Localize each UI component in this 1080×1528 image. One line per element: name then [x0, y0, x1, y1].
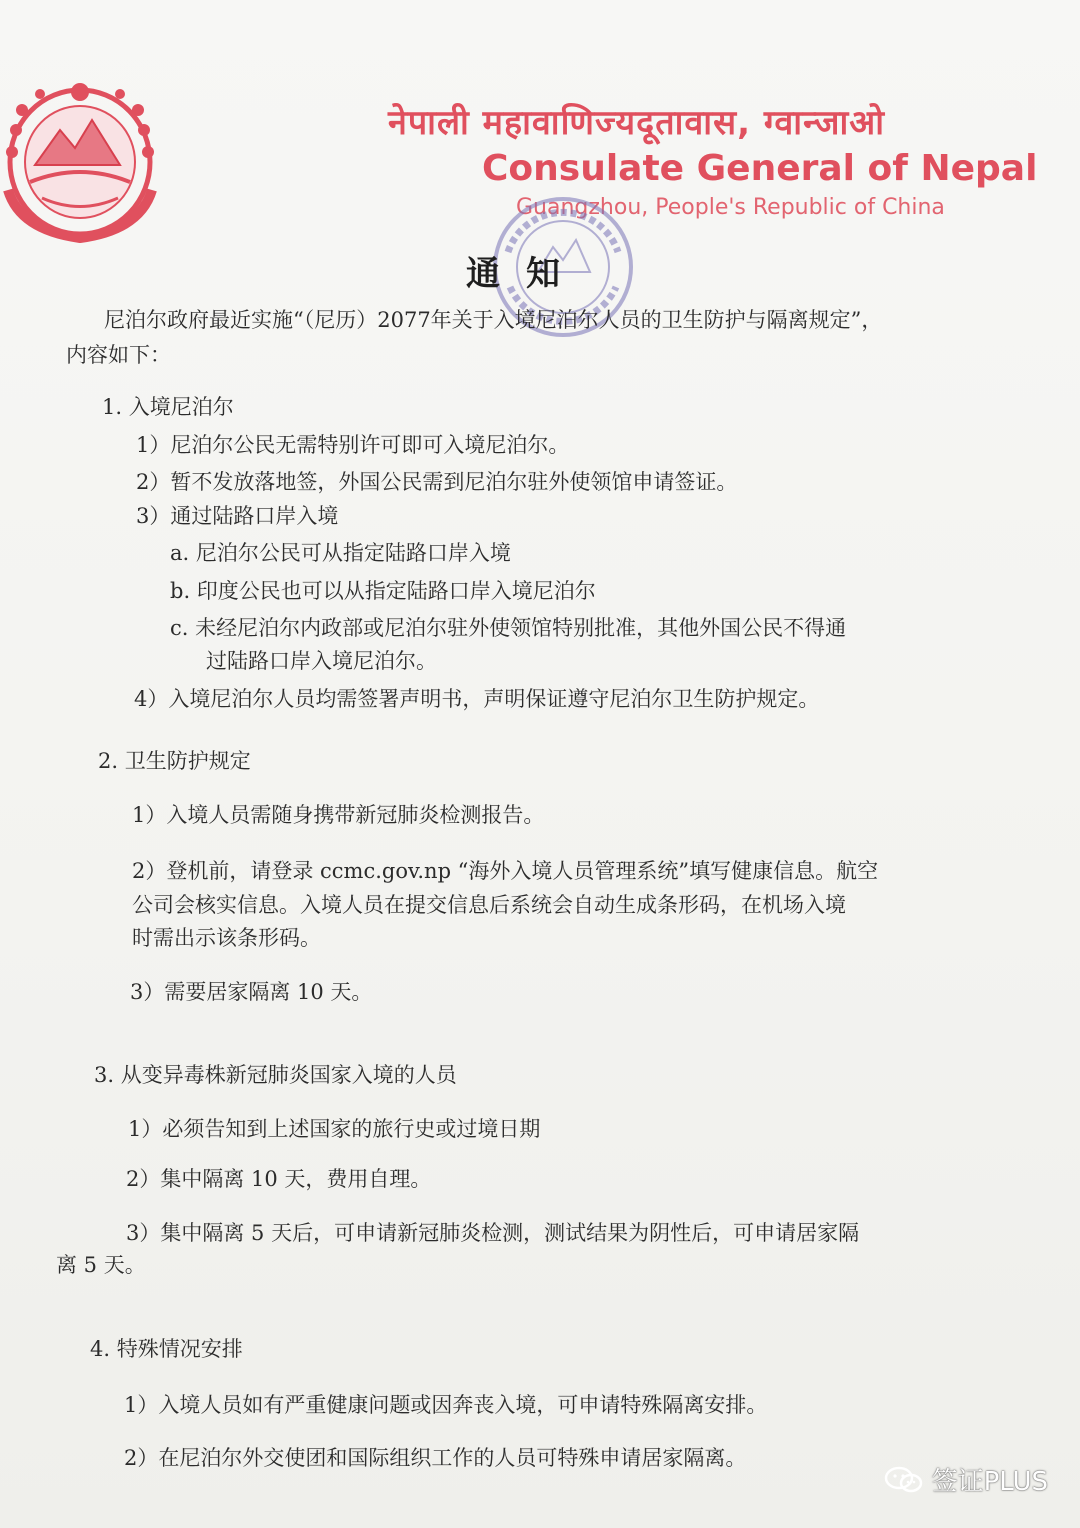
- list-item: 3）集中隔离 5 天后，可申请新冠肺炎检测，测试结果为阴性后，可申请居家隔: [126, 1221, 860, 1245]
- list-item: 2）集中隔离 10 天，费用自理。: [126, 1167, 432, 1191]
- list-item: 3）需要居家隔离 10 天。: [130, 980, 373, 1004]
- list-item: 公司会核实信息。入境人员在提交信息后系统会自动生成条形码，在机场入境: [132, 893, 846, 917]
- section-heading: 2. 卫生防护规定: [98, 749, 251, 773]
- intro-line: 内容如下：: [66, 343, 171, 367]
- list-item: a. 尼泊尔公民可从指定陆路口岸入境: [170, 541, 511, 565]
- list-item: 离 5 天。: [56, 1253, 146, 1277]
- list-item: b. 印度公民也可以从指定陆路口岸入境尼泊尔: [170, 579, 596, 603]
- list-item: 3）通过陆路口岸入境: [136, 504, 339, 528]
- section-heading: 3. 从变异毒株新冠肺炎国家入境的人员: [94, 1063, 457, 1087]
- watermark: [884, 1461, 1048, 1498]
- list-item: 2）登机前，请登录 ccmc.gov.np “海外入境人员管理系统”填写健康信息。航空: [132, 859, 879, 883]
- list-item: c. 未经尼泊尔内政部或尼泊尔驻外使领馆特别批准，其他外国公民不得通: [170, 616, 847, 640]
- section-heading: 4. 特殊情况安排: [90, 1337, 243, 1361]
- section-heading: 1. 入境尼泊尔: [102, 395, 234, 419]
- letterhead-location: Guangzhou, People's Republic of China: [516, 195, 945, 220]
- list-item: 1）必须告知到上述国家的旅行史或过境日期: [128, 1117, 541, 1141]
- watermark-text: 签证PLUS: [931, 1467, 1048, 1497]
- list-item: 2）在尼泊尔外交使团和国际组织工作的人员可特殊申请居家隔离。: [124, 1446, 747, 1470]
- list-item: 1）入境人员需随身携带新冠肺炎检测报告。: [132, 803, 545, 827]
- wechat-icon: [884, 1465, 924, 1495]
- nepal-emblem-icon: [0, 70, 165, 245]
- notice-title: 通知: [466, 254, 586, 294]
- list-item: 4）入境尼泊尔人员均需签署声明书，声明保证遵守尼泊尔卫生防护规定。: [134, 687, 820, 711]
- intro-line: 尼泊尔政府最近实施“（尼历）2077年关于入境尼泊尔人员的卫生防护与隔离规定”，: [104, 308, 883, 332]
- list-item: 时需出示该条形码。: [132, 926, 321, 950]
- letterhead-english: Consulate General of Nepal: [482, 148, 1038, 189]
- list-item: 1）入境人员如有严重健康问题或因奔丧入境，可申请特殊隔离安排。: [124, 1393, 768, 1417]
- list-item: 2）暂不发放落地签，外国公民需到尼泊尔驻外使领馆申请签证。: [136, 470, 738, 494]
- list-item: 1）尼泊尔公民无需特别许可即可入境尼泊尔。: [136, 433, 570, 457]
- letterhead-nepali: नेपाली महावाणिज्यदूतावास, ग्वान्जाओ: [388, 103, 886, 143]
- list-item: 过陆路口岸入境尼泊尔。: [206, 649, 437, 673]
